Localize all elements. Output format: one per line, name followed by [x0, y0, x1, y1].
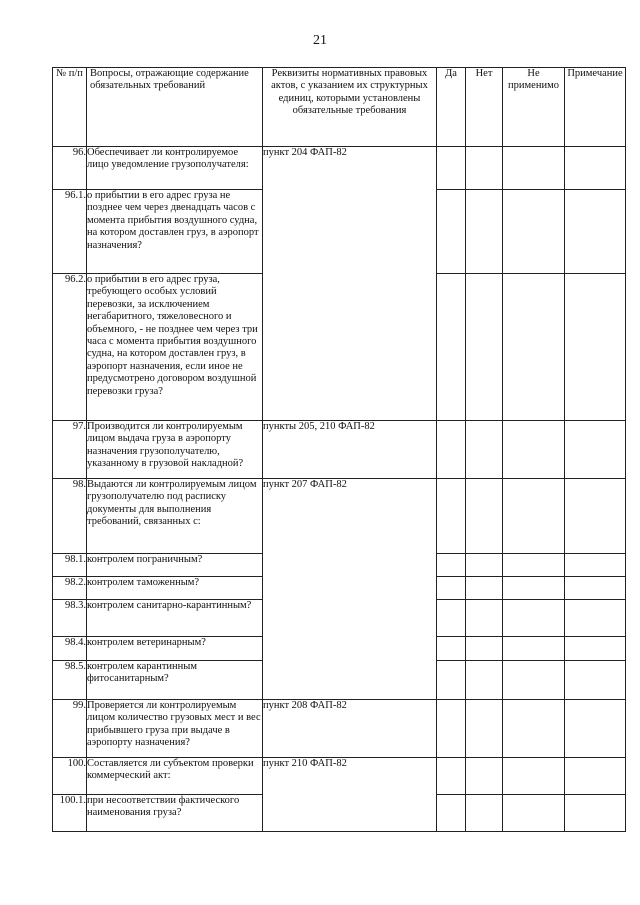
note-cell[interactable] — [565, 190, 626, 274]
no-cell[interactable] — [466, 600, 503, 637]
row-number: 100. — [53, 758, 87, 795]
table-row — [53, 479, 626, 554]
header-row — [53, 68, 626, 147]
question-text: Выдаются ли контролируемым лицом грузополучателю под расписку документы для выполнения требований, связанных с: — [87, 479, 263, 554]
note-cell[interactable] — [565, 758, 626, 795]
header-ref: Реквизиты нормативных правовых актов, с указанием их структурных единиц, которыми установлены обязательные требования — [263, 68, 437, 147]
yes-cell[interactable] — [437, 554, 466, 577]
no-cell[interactable] — [466, 637, 503, 661]
reference-text: пункт 207 ФАП-82 — [263, 479, 437, 700]
note-cell[interactable] — [565, 577, 626, 600]
question-text: Составляется ли субъектом проверки коммерческий акт: — [87, 758, 263, 795]
question-text: контролем пограничным? — [87, 554, 263, 577]
header-na: Не применимо — [503, 68, 565, 147]
note-cell[interactable] — [565, 637, 626, 661]
yes-cell[interactable] — [437, 700, 466, 758]
question-text: при несоответствии фактического наименования груза? — [87, 795, 263, 832]
row-number: 98. — [53, 479, 87, 554]
no-cell[interactable] — [466, 795, 503, 832]
na-cell[interactable] — [503, 577, 565, 600]
note-cell[interactable] — [565, 421, 626, 479]
no-cell[interactable] — [466, 700, 503, 758]
table-row — [53, 421, 626, 479]
reference-text: пункт 204 ФАП-82 — [263, 147, 437, 421]
row-number: 98.5. — [53, 661, 87, 700]
na-cell[interactable] — [503, 147, 565, 190]
header-question: Вопросы, отражающие содержание обязательных требований — [87, 68, 263, 147]
yes-cell[interactable] — [437, 795, 466, 832]
row-number: 98.4. — [53, 637, 87, 661]
note-cell[interactable] — [565, 147, 626, 190]
question-text: о прибытии в его адрес груза не позднее чем через двенадцать часов с момента прибытия воздушного судна, на котором доставлен груз, в аэропорт назначения? — [87, 190, 263, 274]
reference-text: пункты 205, 210 ФАП-82 — [263, 421, 437, 479]
yes-cell[interactable] — [437, 274, 466, 421]
note-cell[interactable] — [565, 700, 626, 758]
na-cell[interactable] — [503, 190, 565, 274]
no-cell[interactable] — [466, 421, 503, 479]
no-cell[interactable] — [466, 479, 503, 554]
no-cell[interactable] — [466, 554, 503, 577]
header-yes: Да — [437, 68, 466, 147]
question-text: контролем ветеринарным? — [87, 637, 263, 661]
na-cell[interactable] — [503, 421, 565, 479]
row-number: 98.2. — [53, 577, 87, 600]
row-number: 98.3. — [53, 600, 87, 637]
na-cell[interactable] — [503, 758, 565, 795]
question-text: Производится ли контролируемым лицом выдача груза в аэропорту назначения грузополучателю, указанному в грузовой накладной? — [87, 421, 263, 479]
yes-cell[interactable] — [437, 758, 466, 795]
question-text: Обеспечивает ли контролируемое лицо уведомление грузополучателя: — [87, 147, 263, 190]
note-cell[interactable] — [565, 795, 626, 832]
row-number: 99. — [53, 700, 87, 758]
row-number: 100.1. — [53, 795, 87, 832]
header-no: Нет — [466, 68, 503, 147]
no-cell[interactable] — [466, 661, 503, 700]
question-text: Проверяется ли контролируемым лицом количество грузовых мест и вес прибывшего груза при выдаче в аэропорту назначения? — [87, 700, 263, 758]
note-cell[interactable] — [565, 479, 626, 554]
no-cell[interactable] — [466, 758, 503, 795]
no-cell[interactable] — [466, 190, 503, 274]
header-note: Примечание — [565, 68, 626, 147]
yes-cell[interactable] — [437, 190, 466, 274]
question-text: контролем таможенным? — [87, 577, 263, 600]
note-cell[interactable] — [565, 600, 626, 637]
no-cell[interactable] — [466, 274, 503, 421]
na-cell[interactable] — [503, 795, 565, 832]
row-number: 96.1. — [53, 190, 87, 274]
note-cell[interactable] — [565, 554, 626, 577]
question-text: контролем карантинным фитосанитарным? — [87, 661, 263, 700]
question-text: о прибытии в его адрес груза, требующего особых условий перевозки, за исключением негабаритного, тяжеловесного и объемного, - не позднее чем через три часа с момента прибытия воздушного судна, на котором доставлен груз, в аэропорт назначения, если иное не предусмотрено договором воздушной перевозки груза? — [87, 274, 263, 421]
na-cell[interactable] — [503, 554, 565, 577]
requirements-table — [52, 67, 626, 832]
yes-cell[interactable] — [437, 637, 466, 661]
na-cell[interactable] — [503, 637, 565, 661]
page-number: 21 — [313, 33, 327, 48]
no-cell[interactable] — [466, 577, 503, 600]
yes-cell[interactable] — [437, 600, 466, 637]
table-row — [53, 758, 626, 795]
row-number: 96.2. — [53, 274, 87, 421]
row-number: 98.1. — [53, 554, 87, 577]
row-number: 97. — [53, 421, 87, 479]
yes-cell[interactable] — [437, 661, 466, 700]
table-row — [53, 147, 626, 190]
na-cell[interactable] — [503, 274, 565, 421]
note-cell[interactable] — [565, 274, 626, 421]
na-cell[interactable] — [503, 600, 565, 637]
note-cell[interactable] — [565, 661, 626, 700]
na-cell[interactable] — [503, 700, 565, 758]
header-num: № п/п — [53, 68, 87, 147]
question-text: контролем санитарно-карантинным? — [87, 600, 263, 637]
yes-cell[interactable] — [437, 147, 466, 190]
na-cell[interactable] — [503, 479, 565, 554]
table-row — [53, 700, 626, 758]
row-number: 96. — [53, 147, 87, 190]
reference-text: пункт 208 ФАП-82 — [263, 700, 437, 758]
reference-text: пункт 210 ФАП-82 — [263, 758, 437, 832]
na-cell[interactable] — [503, 661, 565, 700]
yes-cell[interactable] — [437, 479, 466, 554]
yes-cell[interactable] — [437, 577, 466, 600]
yes-cell[interactable] — [437, 421, 466, 479]
no-cell[interactable] — [466, 147, 503, 190]
